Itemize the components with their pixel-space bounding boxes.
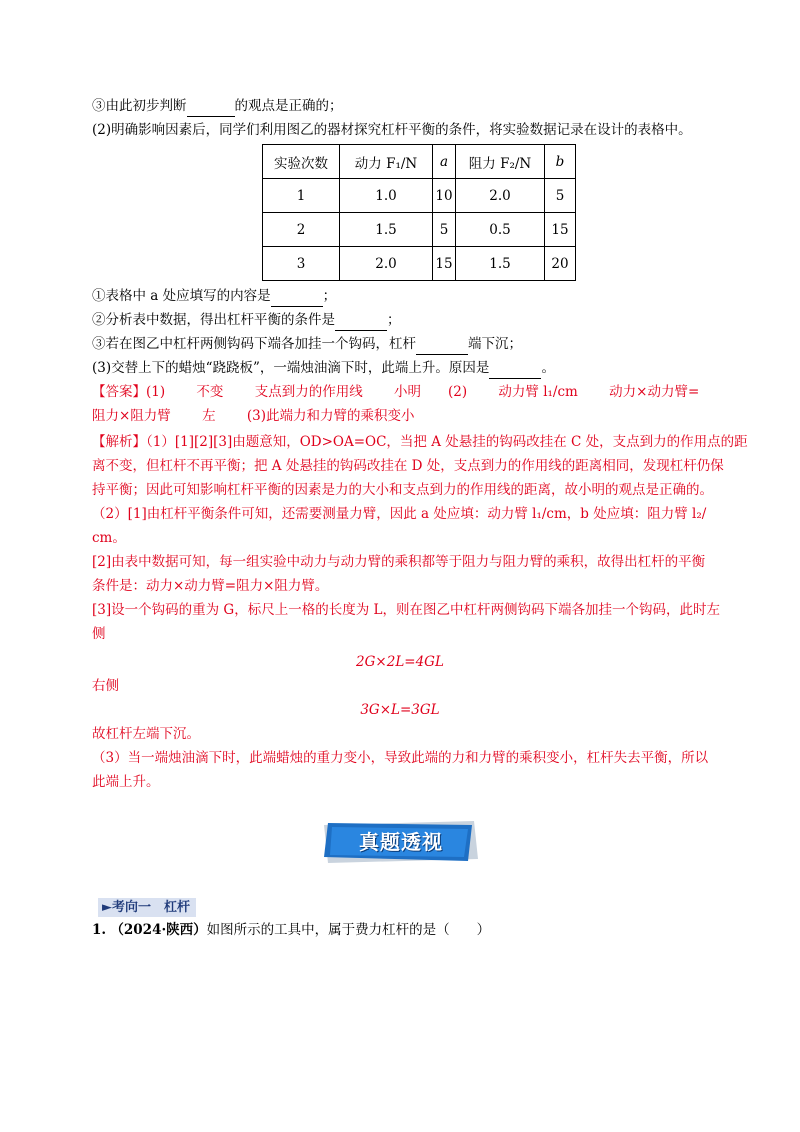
table-cell: 1.5 <box>456 247 545 281</box>
table-cell: 2 <box>263 213 340 247</box>
intro-line-1-post: 的观点是正确的； <box>234 98 343 114</box>
question-line-3 <box>92 334 522 355</box>
question-line-1 <box>92 286 336 307</box>
analysis-line: 侧 <box>92 626 106 642</box>
question-2-text: ②分析表中数据，得出杠杆平衡的条件是 <box>92 312 335 328</box>
analysis-line: [3]设一个钩码的重为 G，标尺上一格的长度为 L，则在图乙中杠杆两侧钩码下端各加挂一个钩码，此时左 <box>92 602 720 618</box>
answer-blank <box>335 310 387 331</box>
analysis-line: 持平衡；因此可知影响杠杆平衡的因素是力的大小和支点到力的作用线的距离，故小明的观点是正确的。 <box>92 482 713 498</box>
analysis-line: 离不变，但杠杆不再平衡；把 A 处悬挂的钩码改挂在 D 处，支点到力的作用线的距离相同，发现杠杆仍保 <box>92 458 724 474</box>
question-1 <box>92 920 490 940</box>
analysis-line: （3）当一端烛油滴下时，此端蜡烛的重力变小，导致此端的力和力臂的乘积变小，杠杆失去平衡，所以 <box>92 750 709 766</box>
question-3-post: 端下沉； <box>468 336 522 352</box>
table-row <box>263 179 576 213</box>
table-cell: 20 <box>545 247 576 281</box>
analysis-line: 此端上升。 <box>92 774 160 790</box>
question-text: 如图所示的工具中，属于费力杠杆的是（ ） <box>206 922 491 938</box>
answer-line-2: 阻力×阻力臂 左 (3)此端力和力臂的乘积变小 <box>92 408 415 424</box>
table-header-cell: a <box>433 145 456 179</box>
table-cell: 5 <box>545 179 576 213</box>
table-cell: 15 <box>545 213 576 247</box>
analysis-line: cm。 <box>92 530 126 546</box>
question-line-4 <box>92 358 555 379</box>
question-4-text: (3)交替上下的蜡烛“跷跷板”，一端烛油滴下时，此端上升。原因是 <box>92 360 490 376</box>
table-header-cell: 动力 F₁/N <box>340 145 433 179</box>
table-row <box>263 213 576 247</box>
question-source: （2024·陕西） <box>110 922 207 938</box>
table-cell: 2.0 <box>340 247 433 281</box>
banner-title: 真题透视 <box>359 830 443 854</box>
intro-line-1-pre: ③由此初步判断 <box>92 98 187 114</box>
table-cell: 5 <box>433 213 456 247</box>
table-cell: 15 <box>433 247 456 281</box>
intro-line-2: (2)明确影响因素后，同学们利用图乙的器材探究杠杆平衡的条件，将实验数据记录在设计的表格中。 <box>92 122 692 138</box>
section-label: ►考向一 杠杆 <box>98 898 196 917</box>
question-line-2 <box>92 310 401 331</box>
table-cell: 1.5 <box>340 213 433 247</box>
equation-2: 3G×L=3GL <box>360 702 440 718</box>
question-number: 1. <box>92 922 107 938</box>
analysis-line: 右侧 <box>92 678 119 694</box>
section-banner <box>322 819 480 865</box>
question-1-end: ； <box>322 288 337 304</box>
table-header-cell: 实验次数 <box>263 145 340 179</box>
table-header-cell: b <box>545 145 576 179</box>
table-cell: 2.0 <box>456 179 545 213</box>
answer-blank <box>489 358 541 379</box>
table-cell: 3 <box>263 247 340 281</box>
answer-blank <box>416 334 468 355</box>
question-3-pre: ③若在图乙中杠杆两侧钩码下端各加挂一个钩码，杠杆 <box>92 336 416 352</box>
question-1-text: ①表格中 a 处应填写的内容是 <box>92 288 271 304</box>
analysis-line: 故杠杆左端下沉。 <box>92 726 200 742</box>
intro-line-1 <box>92 96 343 117</box>
table-header-cell: 阻力 F₂/N <box>456 145 545 179</box>
answer-blank <box>271 286 323 307</box>
question-4-end: 。 <box>541 360 555 376</box>
table-cell: 10 <box>433 179 456 213</box>
question-2-end: ； <box>387 312 401 328</box>
analysis-line: 【解析】（1）[1][2][3]由题意知，OD>OA=OC，当把 A 处悬挂的钩码改挂在 C 处，支点到力的作用点的距 <box>92 434 748 450</box>
analysis-line: （2）[1]由杠杆平衡条件可知，还需要测量力臂，因此 a 处应填：动力臂 l₁/cm，b 处应填：阻力臂 l₂/ <box>92 506 707 522</box>
table-cell: 1.0 <box>340 179 433 213</box>
analysis-line: [2]由表中数据可知，每一组实验中动力与动力臂的乘积都等于阻力与阻力臂的乘积，故得出杠杆的平衡 <box>92 554 706 570</box>
equation-1: 2G×2L=4GL <box>356 654 444 670</box>
table-header-row <box>263 145 576 179</box>
analysis-line: 条件是：动力×动力臂=阻力×阻力臂。 <box>92 578 329 594</box>
table-row <box>263 247 576 281</box>
data-table <box>262 144 576 281</box>
answer-line-1: 【答案】(1) 不变 支点到力的作用线 小明 (2) 动力臂 l₁/cm 动力×动力臂= <box>92 384 700 400</box>
answer-blank <box>187 96 235 117</box>
table-cell: 1 <box>263 179 340 213</box>
table-cell: 0.5 <box>456 213 545 247</box>
